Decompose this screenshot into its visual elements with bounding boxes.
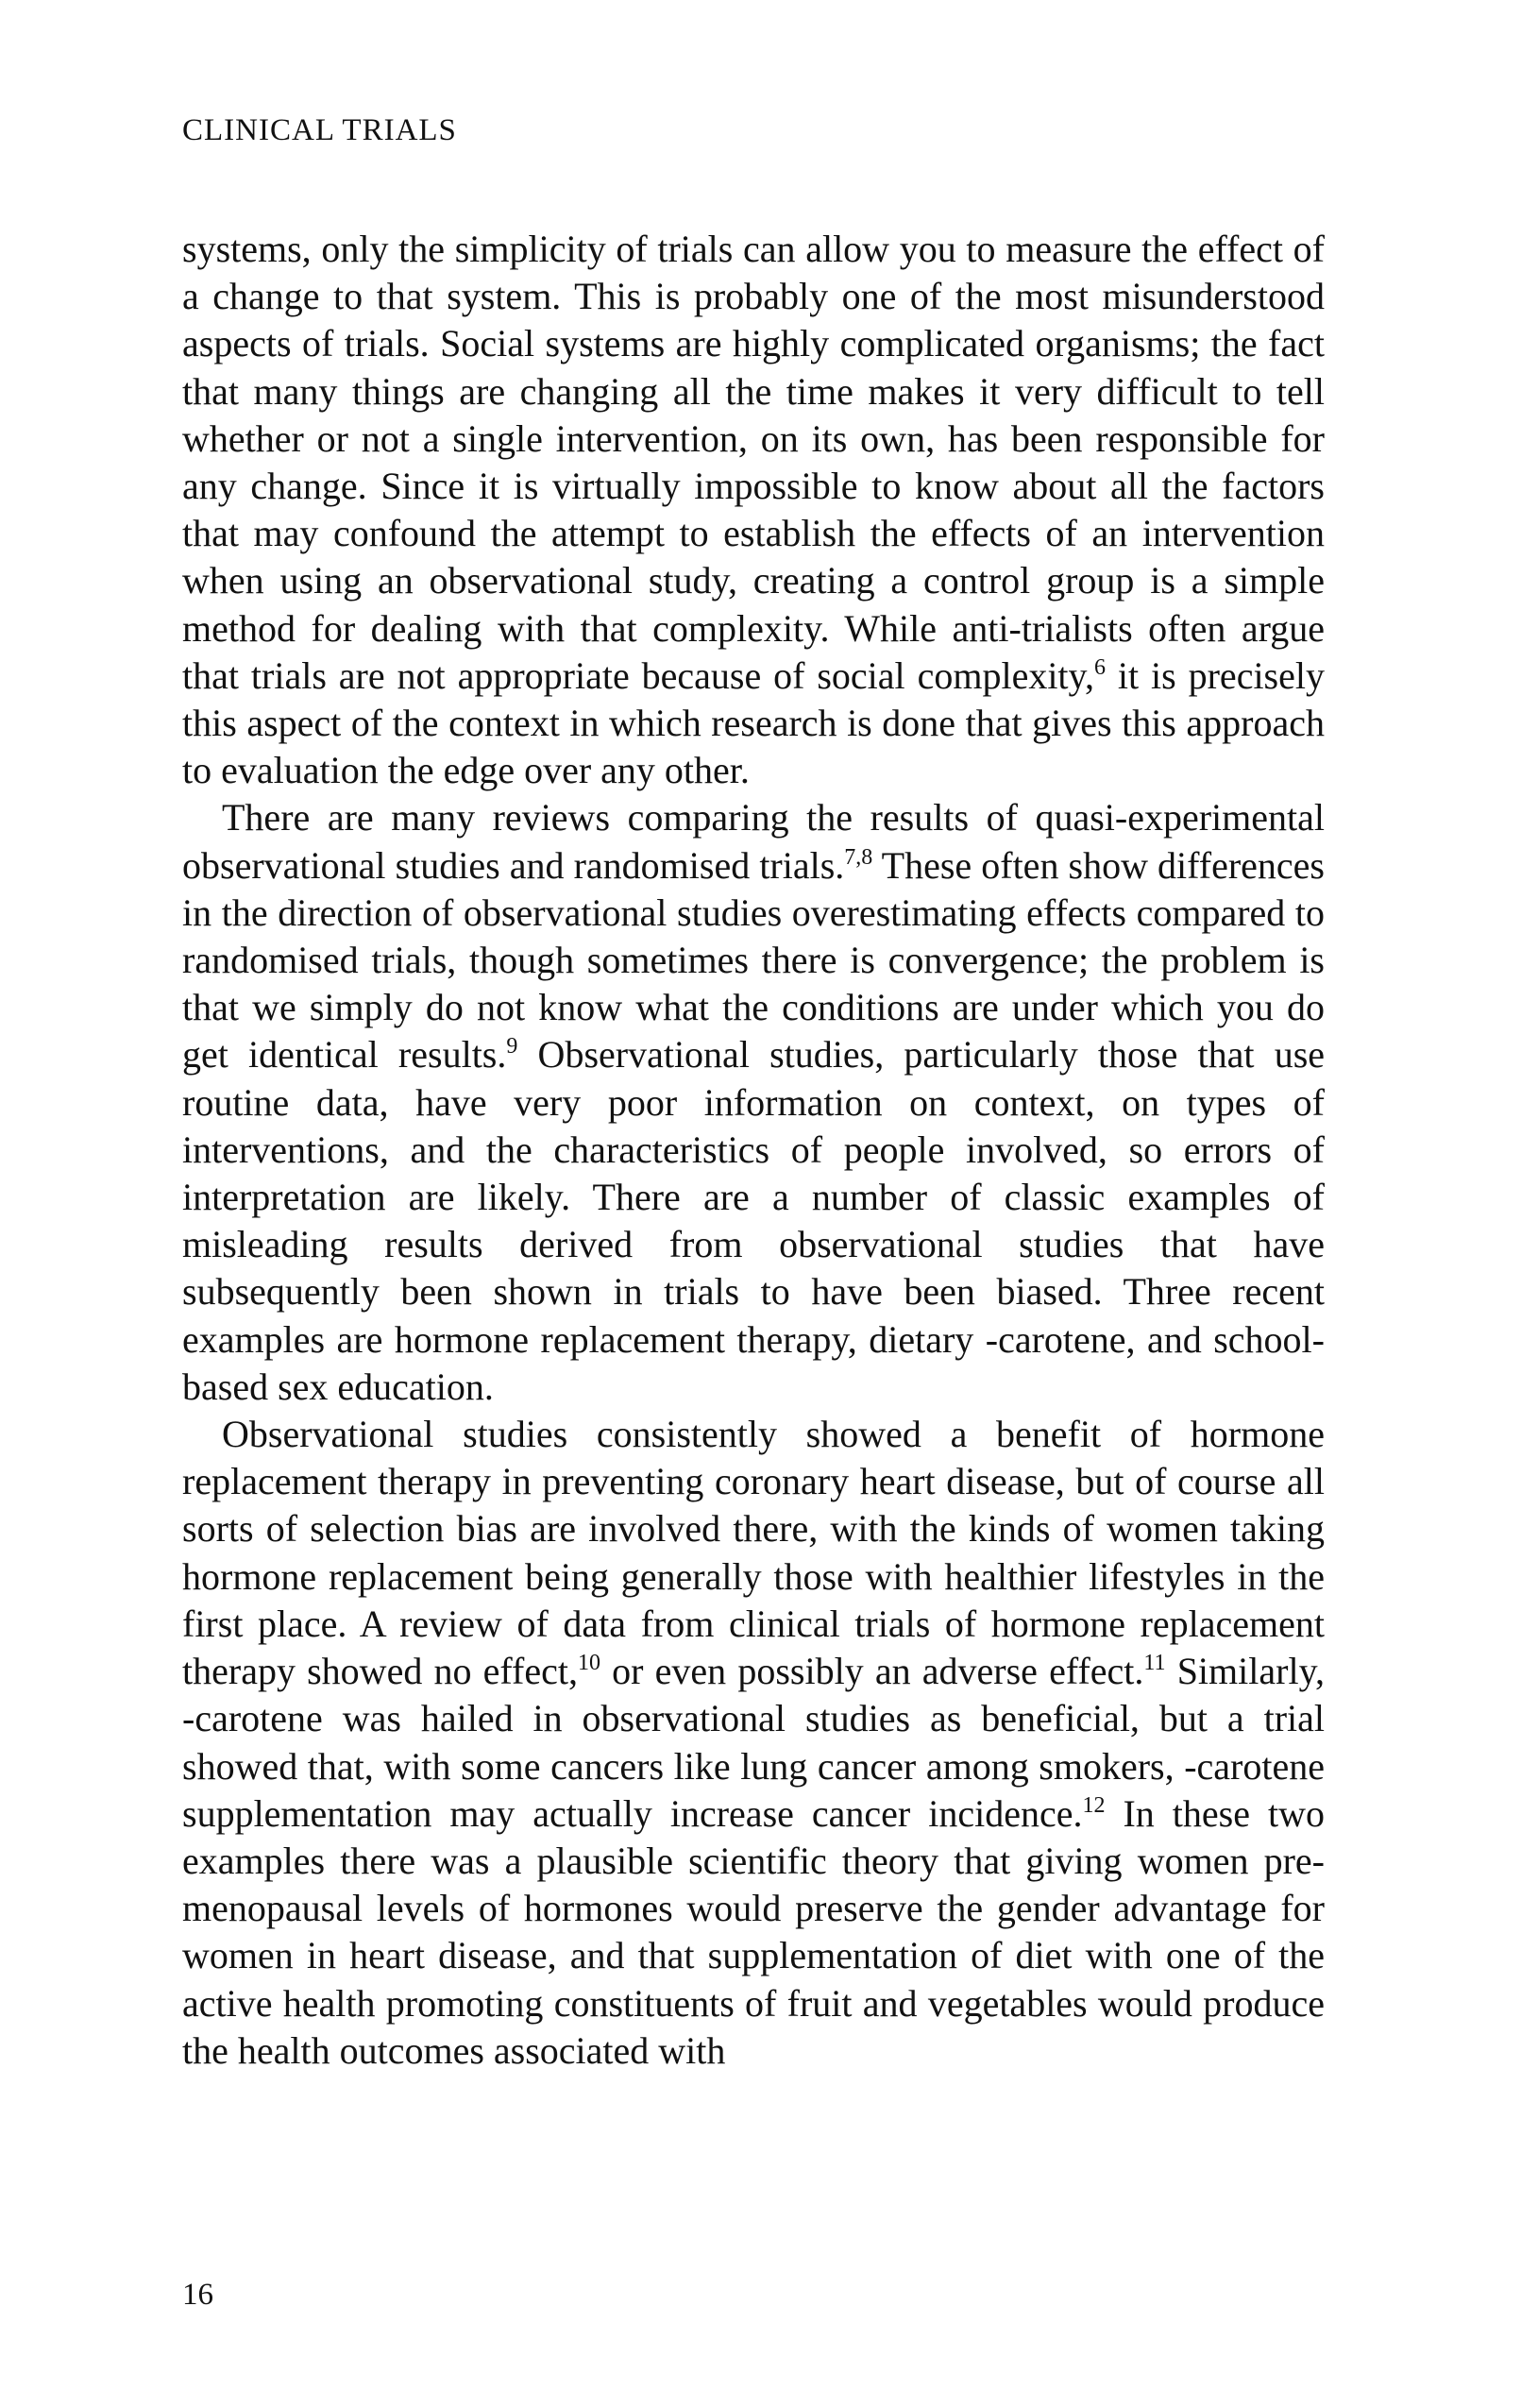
citation-marker: 11 <box>1143 1651 1166 1676</box>
citation-marker: 10 <box>577 1651 600 1676</box>
page-number: 16 <box>182 2278 213 2312</box>
citation-marker: 7,8 <box>844 844 873 870</box>
text-run: There are many reviews comparing the results of quasi-experimental observational studies and randomised trials. <box>182 796 1325 887</box>
text-run: systems, only the simplicity of trials can allow you to measure the effect of a change to that system. This is probably one of the most misunderstood aspects of trials. Social systems are highly complicated organisms; the fact that many things are changing all the time makes it very difficult to tell whether or not a single intervention, on its own, has been responsible for any change. Since it is virtually impossible to know about all the factors that may confound the attempt to establish the effects of an intervention when using an observational study, creating a control group is a simple method for dealing with that complexity. While anti-trialists often argue that trials are not appropriate because of social complexity, <box>182 228 1325 697</box>
running-head: CLINICAL TRIALS <box>182 113 457 147</box>
citation-marker: 6 <box>1093 654 1106 680</box>
citation-marker: 9 <box>506 1034 518 1060</box>
paragraph <box>182 226 1325 794</box>
text-run: or even possibly an adverse effect. <box>600 1650 1144 1693</box>
text-run: In these two examples there was a plausible scientific theory that giving women pre-menopausal levels of hormones would preserve the gender advantage for women in heart disease, and that supplementation of diet with one of the active health promoting constituents of fruit and vegetables would produce the health outcomes associated with <box>182 1791 1325 2072</box>
citation-marker: 12 <box>1082 1792 1106 1818</box>
text-run: Observational studies consistently showed a benefit of hormone replacement therapy in preventing coronary heart disease, but of course all sorts of selection bias are involved there, with the kinds of women taking hormone replacement being generally those with healthier lifestyles in the first place. A review of data from clinical trials of hormone replacement therapy showed no effect, <box>182 1413 1325 1693</box>
text-run: Observational studies, particularly those that use routine data, have very poor information on context, on types of interventions, and the characteristics of people involved, so errors of interpretation are likely. There are a number of classic examples of misleading results derived from observational studies that have subsequently been shown in trials to have been biased. Three recent examples are hormone replacement therapy, dietary -carotene, and school-based sex education. <box>182 1033 1326 1408</box>
body-text <box>182 226 1325 2075</box>
text-run: it is precisely this aspect of the context in which research is done that gives this approach to evaluation the edge over any other. <box>182 653 1325 792</box>
paragraph <box>182 1411 1325 2075</box>
text-run: These often show differences in the direction of observational studies overestimating effects compared to randomised trials, though sometimes there is convergence; the problem is that we simply do not know what the conditions are under which you do get identical results. <box>182 843 1325 1077</box>
text-run: Similarly, -carotene was hailed in observational studies as beneficial, but a trial showed that, with some cancers like lung cancer among smokers, -carotene supplementation may actually increase cancer incidence. <box>182 1650 1325 1835</box>
paragraph <box>182 794 1325 1411</box>
